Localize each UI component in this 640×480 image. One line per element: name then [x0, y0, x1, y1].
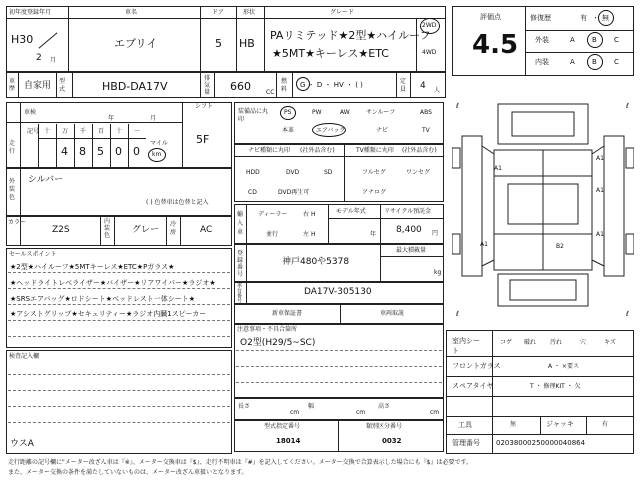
equip-sunroof: サンルーフ	[366, 109, 396, 116]
recycle-unit: 円	[432, 230, 439, 237]
score-value: 4.5	[472, 30, 519, 60]
footer-note-2: また、メーター交換の条件を満たしていないものは、メーター改ざん車扱いとなります。	[8, 469, 248, 476]
sales-line-4: ★アシストグリップ★セキュリティー★ラジオ内臓1スピーカー	[10, 310, 207, 318]
equip-tv: TV	[422, 127, 430, 134]
max-load-unit: kg	[434, 269, 442, 276]
recycle-value: 8,400	[396, 225, 422, 235]
mark-a1-left-upper: A1	[494, 165, 502, 172]
use-value: 自家用	[24, 81, 52, 91]
new-car-warranty: 新車保証書	[272, 310, 303, 317]
tv-oneseg: ワンセグ	[406, 169, 431, 176]
equip-abs: ABS	[420, 109, 432, 116]
equip-pw: PW	[312, 109, 322, 116]
mgmt-label: 管理番号	[452, 439, 480, 447]
mark-a1-right-upper: A1	[596, 155, 604, 162]
car-outline-diagram	[452, 84, 634, 324]
corner-mark-tl: ℓ	[456, 102, 459, 110]
import-left: 左	[303, 231, 310, 238]
body-value: HB	[239, 37, 255, 50]
jack-value: 有	[602, 421, 609, 428]
navi-sd: SD	[324, 169, 333, 176]
disp-label: 排気量	[204, 75, 211, 96]
sales-line-2: ★ヘッドライトレベライザー★バイザー★リアワイパー★ラジオ★	[10, 279, 216, 287]
ac-value: AC	[200, 225, 213, 235]
corner-mark-tr: ℓ	[626, 102, 629, 110]
mileage-digit: 0	[115, 145, 122, 158]
color-label: 外装色	[9, 178, 16, 201]
equip-ps: PS	[284, 109, 292, 116]
color-note: ( ) 色替車は色替と記入	[146, 199, 209, 206]
ext-grade-b: B	[592, 36, 597, 44]
unit-mile: マイル	[150, 140, 168, 147]
mileage-unit-header: 十	[116, 128, 123, 135]
sales-line-1: ★2型★ハイルーフ★5MTキーレス★ETC★Pガラス★	[10, 263, 175, 271]
interior-color-label: 内装色	[104, 218, 111, 239]
seat-scratch: キズ	[604, 339, 616, 346]
length-label: 長さ	[238, 403, 251, 410]
notes-label: 注意事項・不具合箇所	[237, 326, 298, 333]
mileage-unit-header: 百	[98, 128, 105, 135]
glass-label: フロントガラス	[452, 362, 501, 370]
mileage-label: 走行	[9, 140, 16, 155]
drive-4wd: 4WD	[422, 49, 437, 56]
ext-grade-a: A	[570, 36, 575, 44]
corner-mark-bl: ℓ	[456, 310, 459, 318]
seat-dirt: 汚れ	[550, 339, 563, 346]
equip-leather: 本革	[282, 127, 295, 134]
use-label: 車歴	[9, 78, 16, 92]
class-no-label: 類別区分番号	[366, 423, 403, 430]
spare-value: T ・ 修理KIT ・ 欠	[530, 383, 581, 390]
seat-hole: 穴	[580, 339, 587, 346]
navi-hdd: HDD	[246, 169, 260, 176]
import-right-h: H	[311, 211, 316, 218]
capacity-label: 定員	[400, 78, 407, 93]
disp-unit: CC	[266, 89, 275, 96]
doors-label: ドア	[212, 9, 224, 16]
model-year-label: モデル年式	[336, 208, 366, 215]
repair-label: 修復歴	[530, 14, 551, 22]
type-no-value: 18014	[276, 437, 301, 445]
car-name-label: 車名	[125, 9, 138, 16]
inspector-panel	[6, 350, 232, 454]
width-unit: cm	[356, 409, 366, 416]
unit-km: km	[152, 151, 162, 158]
mileage-unit-header: 一	[134, 128, 141, 135]
disp-value: 660	[230, 80, 251, 93]
equip-aw: AW	[340, 109, 350, 116]
color-code-row	[6, 216, 232, 246]
int-label: 内装	[535, 58, 549, 66]
sales-line-3: ★SRSエアバッグ★ロドシート★ベッドレスト一体シート★	[10, 295, 196, 303]
mileage-digit: 4	[61, 145, 68, 158]
glass-value: A ・ ×要ス	[548, 363, 579, 370]
vehicle-manual: 車両取説	[380, 310, 405, 317]
repair-sep: ・	[592, 14, 599, 22]
tv-analog: アナログ	[362, 189, 387, 196]
mark-a1-right-mid: A1	[596, 187, 604, 194]
mark-b2-low: B2	[556, 243, 564, 250]
color-value: シルバー	[28, 175, 64, 185]
width-label: 幅	[308, 403, 315, 410]
notes-value: O2型(H29/5~SC)	[240, 338, 316, 348]
doors-value: 5	[215, 37, 222, 50]
capacity-value: 4	[420, 81, 426, 91]
chassis-value: DA17V-305130	[304, 287, 372, 297]
reg-year-label: 初年度登録年月	[9, 9, 52, 16]
equipment-label: 装備品に丸印	[238, 108, 269, 123]
fuel-label: 燃料	[281, 78, 288, 93]
navi-label: ナビ種類に丸印	[248, 147, 291, 154]
shift-value: 5F	[196, 133, 210, 146]
seat-tear: 破れ	[524, 339, 537, 346]
navi-dvd: DVD	[286, 169, 300, 176]
corner-mark-br: ℓ	[626, 310, 629, 318]
navi-cd: CD	[248, 189, 257, 196]
car-name: エブリイ	[114, 37, 158, 50]
navi-dvd-play: DVD再生可	[278, 189, 310, 196]
tools-label: 工具	[458, 421, 472, 429]
ext-grade-c: C	[614, 36, 619, 44]
import-label: 輸入車	[237, 211, 244, 236]
car-diagram-panel	[452, 84, 634, 324]
registration-value: 神戸480や5378	[282, 257, 350, 267]
grade-line1: PAリミテッド★2型★ハイルーフ	[270, 29, 431, 42]
inspector-footer: ウスA	[10, 439, 34, 449]
recycle-label: リサイクル預託金	[384, 208, 432, 215]
mark-a1-right-low: A1	[596, 231, 604, 238]
height-unit: cm	[430, 409, 440, 416]
length-unit: cm	[290, 409, 300, 416]
import-left-h: H	[311, 231, 316, 238]
type-no-label: 型式指定番号	[264, 423, 301, 430]
tools-value: 無	[510, 421, 517, 428]
int-grade-b: B	[592, 58, 597, 66]
chassis-label: 車台番号	[237, 283, 243, 304]
sales-points-label: セールスポイント	[9, 251, 57, 258]
memo-label: 記号	[27, 128, 40, 135]
import-dealer: ディーラー	[258, 211, 288, 218]
mileage-digit: 8	[79, 145, 86, 158]
color-code-value: Z2S	[52, 225, 70, 235]
model-value: HBD-DA17V	[102, 80, 168, 93]
mileage-digit: 0	[133, 145, 140, 158]
model-label: 型式	[59, 78, 66, 93]
ac-label: 冷房	[170, 221, 177, 236]
capacity-unit: 人	[434, 87, 441, 94]
body-label: 形状	[243, 9, 256, 16]
interior-seat-label: 室内シート	[452, 337, 480, 355]
equip-airbag: エアバック	[316, 127, 346, 134]
reg-month: 2	[36, 53, 42, 63]
era-year: H30	[11, 33, 34, 46]
ext-label: 外装	[535, 36, 549, 44]
mileage-unit-header: 十	[44, 128, 51, 135]
import-right: 右	[303, 211, 310, 218]
score-label: 評価点	[480, 13, 501, 21]
warranty-panel	[234, 304, 444, 324]
inspection-label: 車検	[24, 109, 37, 116]
registration-label: 登録番号	[237, 250, 244, 278]
tv-sub: (社外品含む)	[402, 147, 437, 154]
int-grade-a: A	[570, 58, 575, 66]
max-load-label: 最大積載量	[396, 247, 427, 254]
mgmt-value: 02038000250000040864	[496, 439, 586, 447]
equip-navi: ナビ	[376, 127, 389, 134]
inspection-year: 年	[108, 115, 115, 122]
tv-fullseg: フルセグ	[362, 169, 386, 176]
height-label: 高さ	[378, 403, 391, 410]
tv-label: TV種類に丸印	[356, 147, 394, 154]
repair-no: 無	[602, 14, 609, 22]
model-year-text: 年	[370, 231, 377, 238]
footer-note-1: 走行距離の記号欄に"メーター改ざん車は『※』、メーター交換車は『$』、走行不明車は『#』を記入してください。メーター交換で合算表示した場合にも『$』は必要です。	[8, 459, 472, 466]
spare-label: スペアタイヤ	[452, 382, 494, 390]
shift-label: シフト	[195, 103, 214, 110]
grade-label: グレード	[330, 9, 355, 16]
interior-color-value: グレー	[132, 225, 160, 235]
grade-line2: ★5MT★キーレス★ETC	[272, 47, 389, 60]
reg-month-unit: 月	[50, 57, 57, 64]
repair-yes: 有	[580, 14, 587, 22]
mark-a1-left-low: A1	[480, 241, 488, 248]
int-grade-c: C	[614, 58, 619, 66]
jack-label: ジャッキ	[546, 420, 574, 428]
mileage-unit-header: 万	[62, 128, 69, 135]
import-parallel: 並行	[266, 231, 279, 238]
mileage-unit-header: 千	[80, 128, 87, 135]
color-code-label: カラー	[8, 219, 27, 226]
class-no-value: 0032	[382, 437, 402, 445]
inspection-month: 月	[150, 115, 157, 122]
notes-panel	[234, 324, 444, 398]
seat-burn: コゲ	[500, 339, 513, 346]
inspector-label: 検査記入欄	[9, 353, 40, 360]
navi-sub: (社外品含む)	[300, 147, 335, 154]
drive-2wd: 2WD	[422, 22, 437, 29]
dimensions-panel	[234, 398, 444, 420]
fuel-options: G ・ D ・ HV ・ ( )	[300, 81, 363, 89]
mileage-digit: 5	[97, 145, 104, 158]
